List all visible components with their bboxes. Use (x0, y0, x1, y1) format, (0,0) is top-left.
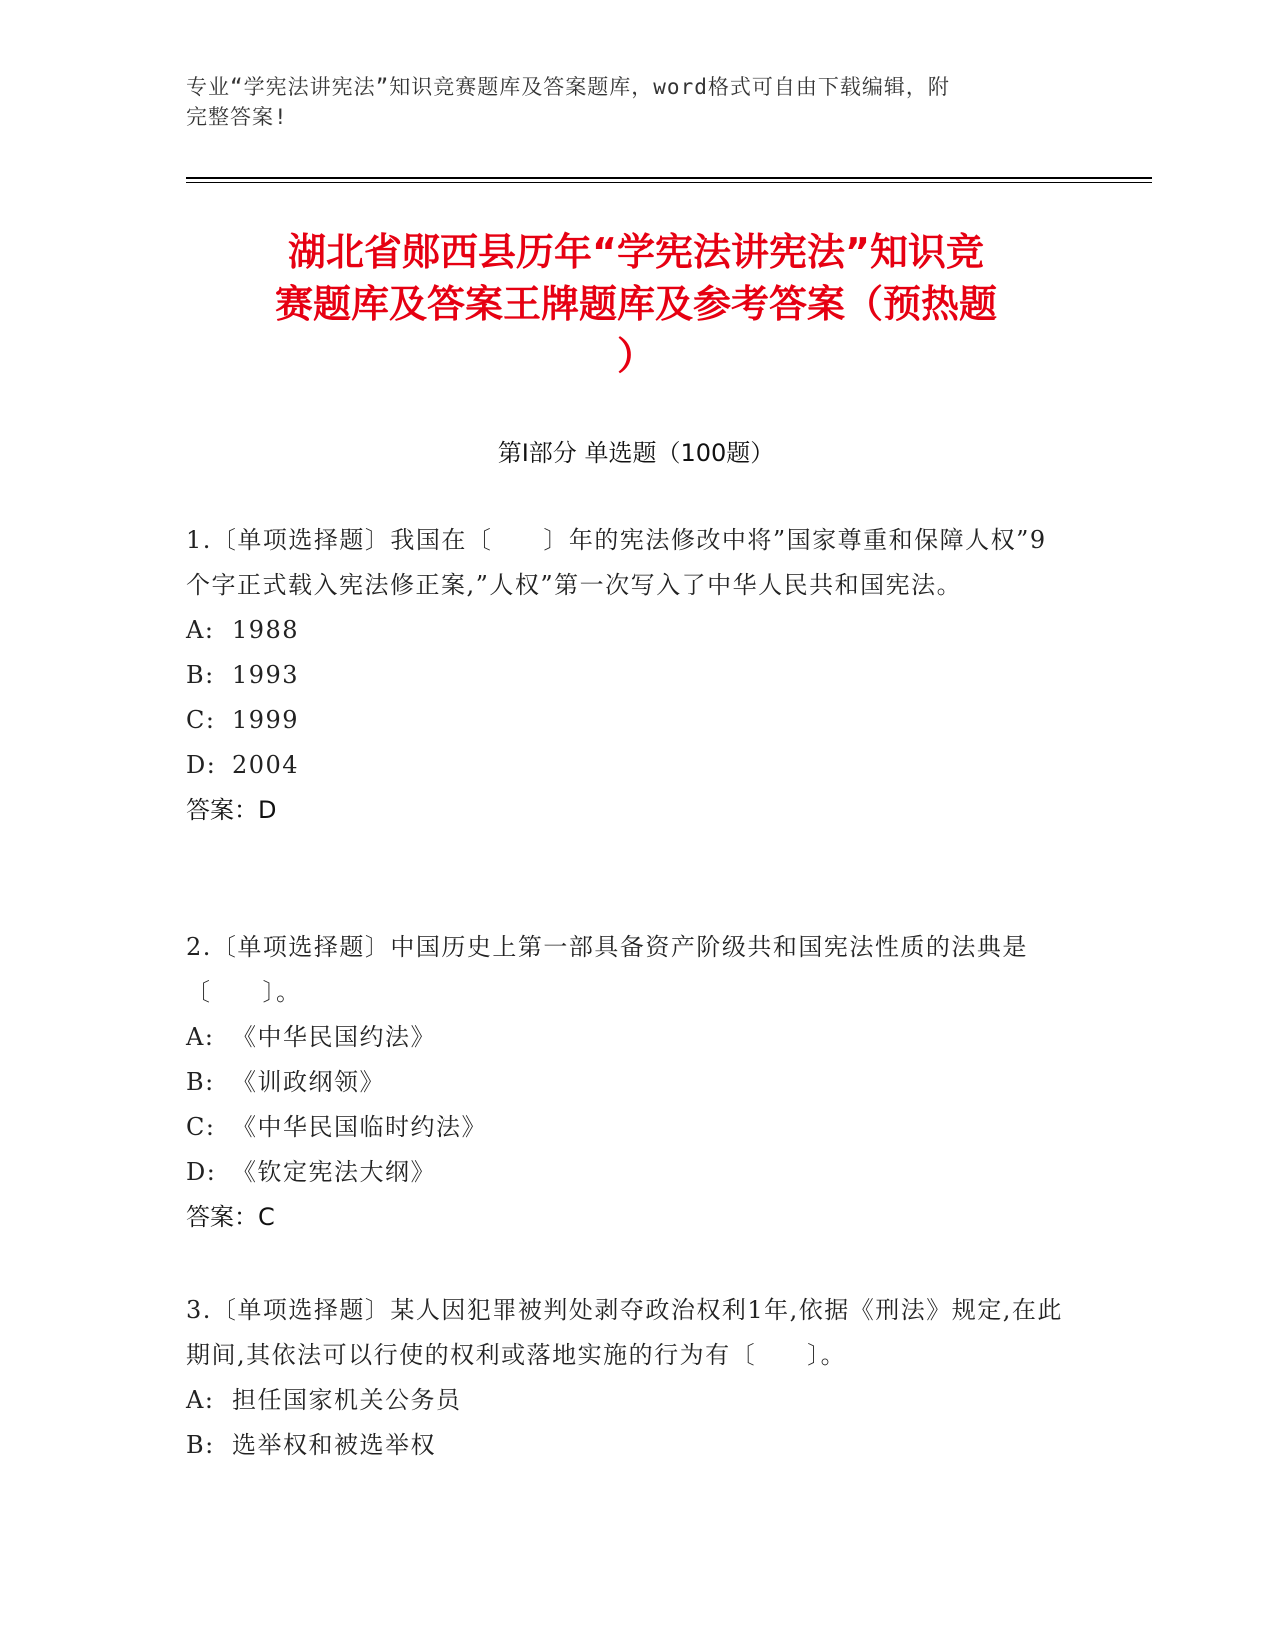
option-letter: B: (186, 1068, 215, 1096)
option-text: 2004 (232, 751, 300, 779)
header-note (186, 72, 1066, 132)
option-a (186, 1015, 1066, 1060)
option-a (186, 1378, 1066, 1423)
option-letter: C: (186, 1113, 216, 1141)
question-2 (186, 925, 1066, 1240)
option-a (186, 608, 1066, 653)
option-text: 《训政纲领》 (232, 1068, 385, 1096)
option-b (186, 1060, 1066, 1105)
option-text: 担任国家机关公务员 (232, 1386, 462, 1414)
option-d (186, 743, 1066, 788)
option-letter: D: (186, 751, 217, 779)
option-letter: A: (186, 616, 215, 644)
document-title (186, 226, 1086, 382)
answer-line: 答案：D (186, 796, 277, 824)
option-text: 1993 (232, 661, 300, 689)
section-heading: 第Ⅰ部分 单选题（100题） (497, 439, 775, 467)
option-letter: A: (186, 1386, 215, 1414)
question-3 (186, 1288, 1066, 1468)
option-letter: B: (186, 1431, 215, 1459)
option-c (186, 1105, 1066, 1150)
answer-line: 答案：C (186, 1203, 275, 1231)
option-text: 1988 (232, 616, 300, 644)
header-note-line-2: 完整答案! (186, 105, 288, 129)
question-stem: 3.〔单项选择题〕某人因犯罪被判处剥夺政治权利1年,依据《刑法》规定,在此期间,其依法可以行使的权利或落地实施的行为有〔 〕。 (186, 1296, 1063, 1369)
question-1 (186, 518, 1066, 833)
option-text: 选举权和被选举权 (232, 1431, 436, 1459)
option-text: 《中华民国临时约法》 (232, 1113, 487, 1141)
option-letter: B: (186, 661, 215, 689)
option-b (186, 653, 1066, 698)
question-stem: 2.〔单项选择题〕中国历史上第一部具备资产阶级共和国宪法性质的法典是〔 〕。 (186, 933, 1028, 1006)
option-text: 1999 (232, 706, 300, 734)
option-text: 《钦定宪法大纲》 (232, 1158, 436, 1186)
option-b (186, 1423, 1066, 1468)
option-letter: D: (186, 1158, 217, 1186)
question-stem: 1.〔单项选择题〕我国在〔 〕年的宪法修改中将”国家尊重和保障人权”9个字正式载入宪法修正案,”人权”第一次写入了中华人民共和国宪法。 (186, 526, 1047, 599)
header-note-line-1: 专业“学宪法讲宪法”知识竞赛题库及答案题库，word格式可自由下载编辑，附 (186, 75, 950, 99)
option-text: 《中华民国约法》 (232, 1023, 436, 1051)
option-letter: A: (186, 1023, 215, 1051)
header-rule-thin (186, 182, 1152, 183)
title-line-3: ） (616, 334, 655, 378)
option-c (186, 698, 1066, 743)
option-d (186, 1150, 1066, 1195)
title-line-2: 赛题库及答案王牌题库及参考答案（预热题 (274, 282, 997, 326)
option-letter: C: (186, 706, 216, 734)
title-line-1: 湖北省郧西县历年“学宪法讲宪法”知识竞 (288, 230, 984, 274)
header-rule-thick (186, 177, 1152, 179)
